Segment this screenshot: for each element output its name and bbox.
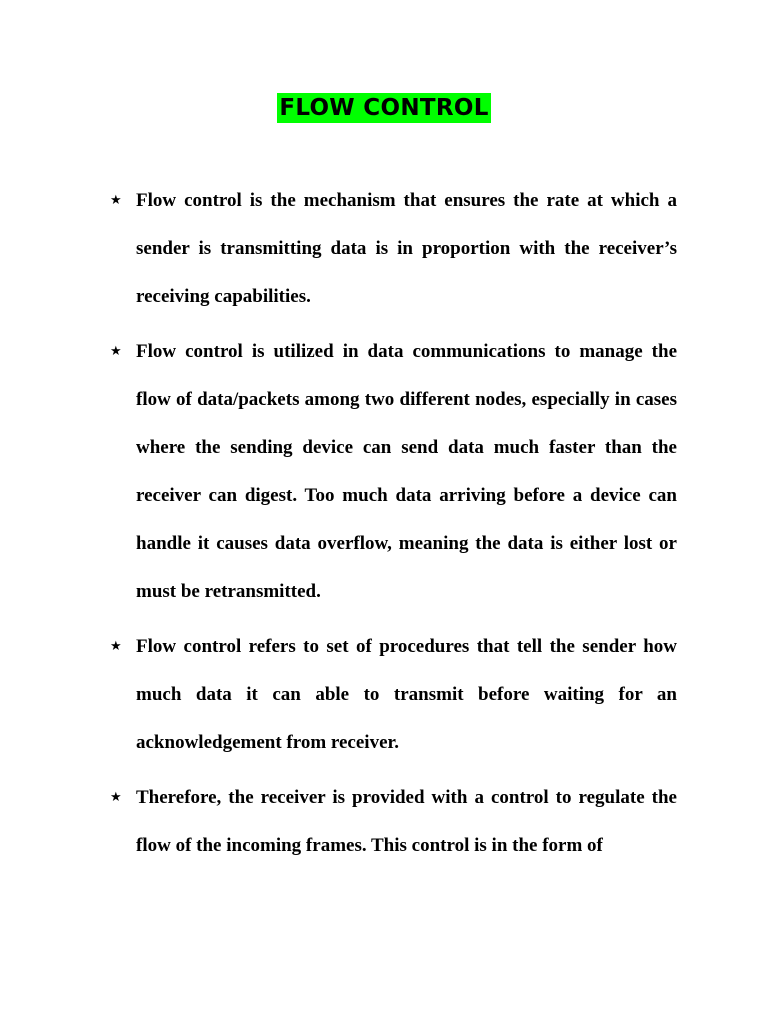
star-bullet-icon: ★ <box>110 790 122 805</box>
list-item <box>110 328 677 616</box>
title-container <box>0 93 768 123</box>
list-item <box>110 177 677 321</box>
star-bullet-icon: ★ <box>110 344 122 359</box>
star-bullet-icon: ★ <box>110 639 122 654</box>
bullet-text: Flow control refers to set of procedures that tell the sender how much data it can able to transmit before waiting for an acknowledgement from receiver. <box>136 636 677 753</box>
star-bullet-icon: ★ <box>110 193 122 208</box>
page-title: FLOW CONTROL <box>279 95 489 121</box>
list-item <box>110 774 677 870</box>
bullet-text: Therefore, the receiver is provided with a control to regulate the flow of the incoming frames. This control is in the form of <box>136 787 677 856</box>
bullet-list <box>110 177 677 877</box>
bullet-text: Flow control is utilized in data communications to manage the flow of data/packets among two different nodes, especially in cases where the sending device can send data much faster than the receiver can digest. Too much data arriving before a device can handle it causes data overflow, meaning the data is either lost or must be retransmitted. <box>136 341 677 602</box>
bullet-text: Flow control is the mechanism that ensures the rate at which a sender is transmitting data is in proportion with the receiver’s receiving capabilities. <box>136 190 677 307</box>
list-item <box>110 623 677 767</box>
